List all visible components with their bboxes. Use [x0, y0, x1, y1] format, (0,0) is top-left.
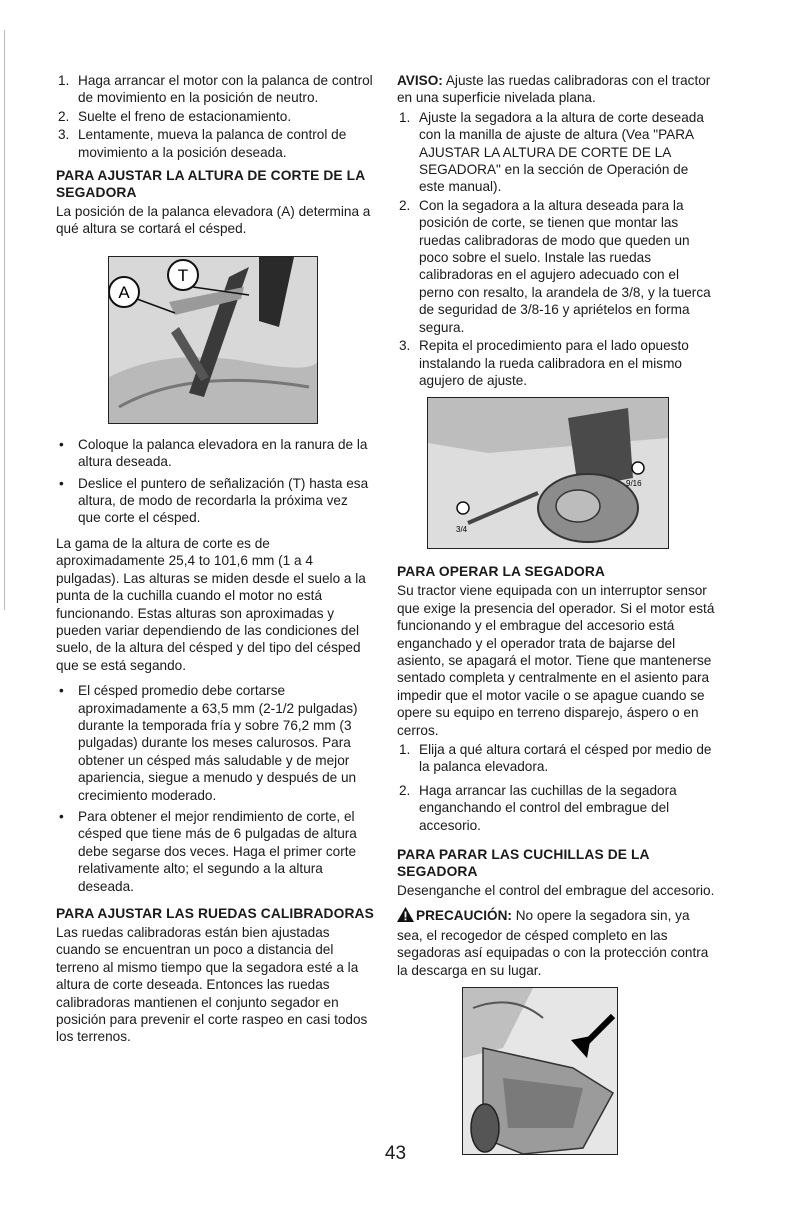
caution-paragraph: [397, 907, 715, 979]
step-text: Suelte el freno de estacionamiento.: [78, 108, 292, 124]
step-text: Repita el procedimiento para el lado opuesto instalando la rueda calibradora en el mismo agujero de ajuste.: [419, 338, 689, 388]
stop-blades-heading: PARA PARAR LAS CUCHILLAS DE LA SEGADORA: [397, 847, 650, 879]
lift-lever-illustration: [109, 257, 317, 423]
gauge-wheels-paragraph: Las ruedas calibradoras están bien ajustadas cuando se encuentran un poco a distancia del terreno al mismo tiempo que la segadora esté a la altura de corte deseada. Entonces las ruedas calibradoras mantienen el conjunto segador en posición para prevenir el corte raspeo en casi todos los terrenos.: [56, 925, 368, 1045]
lift-lever-figure: [108, 256, 318, 424]
caution-label: PRECAUCIÓN:: [416, 908, 512, 924]
right-column: [397, 72, 715, 1155]
step-number: 3.: [58, 127, 70, 143]
gauge-steps-list: [397, 109, 715, 390]
step-number: 3.: [399, 338, 411, 354]
height-bullets: [56, 436, 374, 527]
list-item: [56, 108, 374, 125]
step-number: 1.: [399, 109, 411, 125]
operate-paragraph: Su tractor viene equipada con un interruptor sensor que exige la presencia del operador. Si el motor está funcionando y el embrague del accesorio está enganchado y el operador trata de bajarse del asiento, se apagará el motor. Tiene que mantenerse sentado completa y centralmente en el asiento para impedir que el motor vacile o se apague cuando se opere su equipo en terreno disparejo, áspero o en cerros.: [397, 583, 715, 738]
discharge-chute-illustration: [463, 988, 617, 1154]
start-steps-list: [56, 72, 374, 161]
step-text: Haga arrancar el motor con la palanca de control de movimiento en la posición de neutro.: [78, 73, 373, 106]
label-t: T: [177, 265, 189, 285]
step-number: 2.: [399, 782, 411, 798]
cut-range-paragraph: La gama de la altura de corte es de aproximadamente 25,4 to 101,6 mm (1 a 4 pulgadas). Las alturas se miden desde el suelo a la punta de la cuchilla cuando el motor no está funcionando. Estas alturas son aproximadas y pueden variar dependiendo de las condiciones del suelo, de la altura del césped y del tipo del césped que se está segando.: [56, 535, 366, 673]
step-text: Ajuste la segadora a la altura de corte deseada con la manilla de ajuste de altura (Vea "PARA AJUSTAR LA ALTURA DE CORTE DE LA SEGADORA" en la sección de Operación de este manual).: [419, 109, 704, 195]
step-text: Con la segadora a la altura deseada para la posición de corte, se tienen que montar las ruedas calibradoras de modo que queden un poco sobre el suelo. Instale las ruedas calibradoras en el agujero adecuado con el perno con resalto, la arandela de 3/8, y la tuerca de seguridad de 3/8-16 y apriételos en forma segura.: [419, 197, 711, 335]
label-nine-sixteenth: 9/16: [626, 479, 642, 489]
operate-mower-heading: PARA OPERAR LA SEGADORA: [397, 564, 605, 580]
bullet-text: Deslice el puntero de señalización (T) hasta esa altura, de modo de recordarla la próxima vez que corte el césped.: [78, 475, 369, 526]
height-adjust-heading: PARA AJUSTAR LA ALTURA DE CORTE DE LA SEGADORA: [56, 168, 365, 201]
lawn-bullets: [56, 682, 374, 895]
list-item: [56, 126, 374, 161]
bullet-text: El césped promedio debe cortarse aproximadamente a 63,5 mm (2-1/2 pulgadas) durante la temporada fría y sobre 76,2 mm (3 pulgadas) durante los meses calurosos. Para obtener un césped más saludable y de mejor apariencia, siegue a menudo y después de un crecimiento moderado.: [78, 683, 358, 803]
left-column: [56, 72, 374, 1054]
list-item: [397, 337, 715, 389]
list-item: • Coloque la palanca elevadora en la ranura de la altura deseada.: [59, 436, 368, 470]
notice-label: AVISO:: [397, 73, 443, 88]
caution-text: No opere la segadora sin, ya sea, el recogedor de césped completo en las segadoras así equipadas o con la protección contra la descarga en su lugar.: [397, 908, 709, 978]
step-number: 1.: [58, 73, 70, 88]
page-edge-line: [4, 30, 5, 610]
list-item: • Deslice el puntero de señalización (T) hasta esa altura, de modo de recordarla la próxima vez que corte el césped.: [59, 475, 369, 526]
step-text: Haga arrancar las cuchillas de la segadora enganchando el control del embrague del accesorio.: [419, 782, 677, 833]
notice-text: Ajuste las ruedas calibradoras con el tractor en una superficie nivelada plana.: [397, 73, 711, 106]
list-item: • Para obtener el mejor rendimiento de corte, el césped que tiene más de 6 pulgadas de altura debe segarse dos veces. Haga el primer corte relativamente alto; el segundo a la altura deseada.: [59, 808, 357, 894]
list-item: [397, 109, 715, 196]
step-number: 2.: [58, 108, 70, 124]
height-intro-text: La posición de la palanca elevadora (A) determina a qué altura se cortará el césped.: [56, 204, 371, 237]
bullet-text: Para obtener el mejor rendimiento de corte, el césped que tiene más de 6 pulgadas de altura debe segarse dos veces. Haga el primer corte relativamente alto; el segundo a la altura deseada.: [78, 808, 357, 894]
page-number: 43: [384, 1143, 407, 1164]
step-text: Elija a qué altura cortará el césped por medio de la palanca elevadora.: [419, 741, 712, 775]
list-item: [397, 782, 715, 834]
list-item: [397, 741, 715, 776]
warning-icon: [397, 907, 414, 926]
step-text: Lentamente, mueva la palanca de control de movimiento a la posición deseada.: [78, 127, 347, 160]
gauge-wheels-heading: PARA AJUSTAR LAS RUEDAS CALIBRADORAS: [56, 906, 374, 921]
step-number: 2.: [399, 197, 411, 213]
gauge-wheel-figure: [427, 397, 669, 549]
discharge-chute-figure: [462, 987, 618, 1155]
step-number: 1.: [399, 741, 411, 757]
list-item: • El césped promedio debe cortarse aproximadamente a 63,5 mm (2-1/2 pulgadas) durante la temporada fría y sobre 76,2 mm (3 pulgadas) durante los meses calurosos. Para obtener un césped más saludable y de mejor apariencia, siegue a menudo y después de un crecimiento moderado.: [59, 683, 358, 803]
notice-paragraph: [397, 72, 715, 107]
operate-steps-list: [397, 741, 715, 834]
gauge-wheel-illustration: [428, 398, 668, 548]
label-three-quarter: 3/4: [456, 525, 468, 535]
stop-paragraph: Desenganche el control del embrague del accesorio.: [397, 883, 715, 898]
list-item: [397, 197, 715, 336]
list-item: [56, 72, 374, 107]
label-a: A: [118, 282, 130, 302]
bullet-text: Coloque la palanca elevadora en la ranura de la altura deseada.: [78, 436, 368, 470]
